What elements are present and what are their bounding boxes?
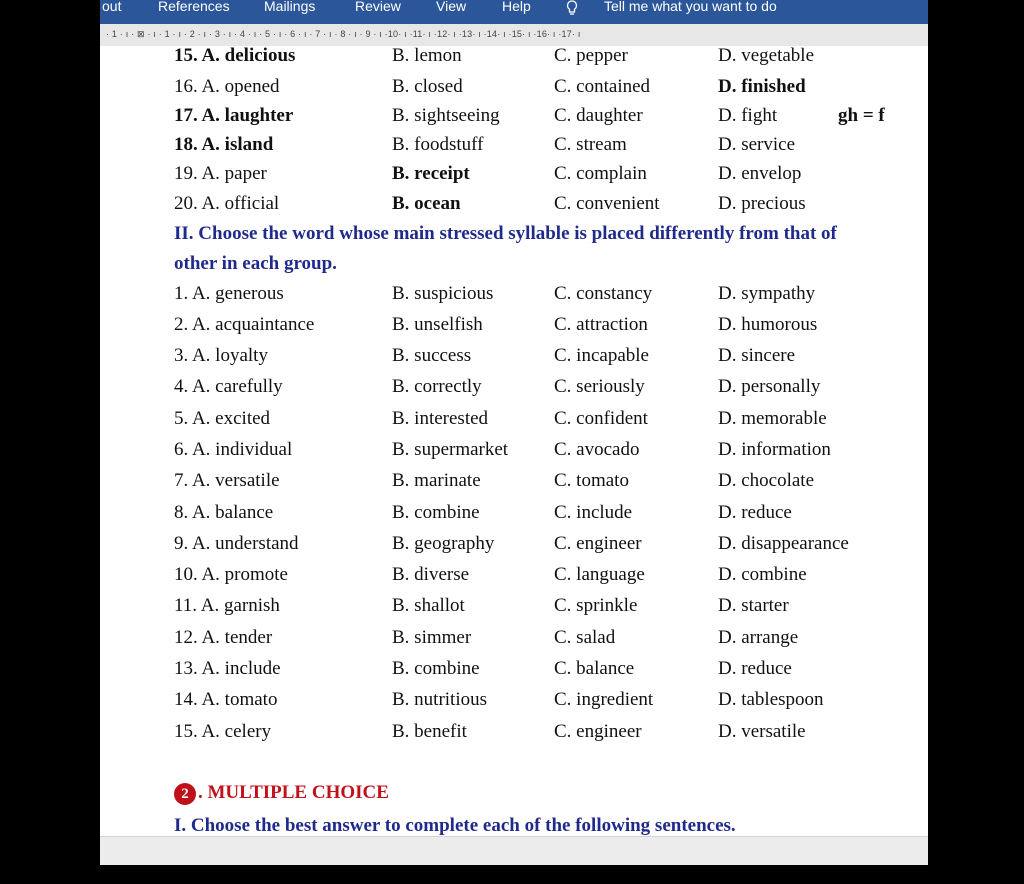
option-d: D. chocolate xyxy=(718,470,815,491)
option-d: D. reduce xyxy=(718,502,792,523)
option-c: C. stream xyxy=(554,134,627,155)
section-number-badge: 2 xyxy=(174,783,196,805)
question-row xyxy=(100,563,928,594)
option-c: C. balance xyxy=(554,658,635,679)
question-row xyxy=(100,657,928,688)
question-row xyxy=(100,720,928,751)
option-d: D. versatile xyxy=(718,721,806,742)
tab-references[interactable]: References xyxy=(158,0,230,14)
option-d: D. sympathy xyxy=(718,283,816,304)
option-b: B. correctly xyxy=(392,376,482,397)
option-a: 15. A. delicious xyxy=(174,46,296,66)
option-a: 14. A. tomato xyxy=(174,689,278,710)
question-row xyxy=(100,688,928,719)
option-b: B. simmer xyxy=(392,627,472,648)
option-b: B. diverse xyxy=(392,564,470,585)
option-c: C. seriously xyxy=(554,376,645,397)
question-row xyxy=(100,313,928,344)
option-b: B. benefit xyxy=(392,721,467,742)
option-b: B. foodstuff xyxy=(392,134,484,155)
document-page[interactable] xyxy=(100,46,928,836)
lightbulb-icon xyxy=(566,0,578,19)
option-a: 3. A. loyalty xyxy=(174,345,268,366)
option-c: C. sprinkle xyxy=(554,595,638,616)
question-row xyxy=(100,162,928,193)
section2-instruction: I. Choose the best answer to complete each of the following sentences. xyxy=(174,815,736,836)
option-d: D. envelop xyxy=(718,163,802,184)
ribbon-tabs-bar xyxy=(100,0,928,24)
option-c: C. ingredient xyxy=(554,689,654,710)
option-c: C. avocado xyxy=(554,439,640,460)
question-row xyxy=(100,133,928,164)
question-row xyxy=(100,75,928,106)
tab-layout[interactable]: out xyxy=(102,0,122,14)
option-c: C. tomato xyxy=(554,470,629,491)
question-row xyxy=(100,469,928,500)
question-row xyxy=(100,626,928,657)
option-c: C. contained xyxy=(554,76,651,97)
option-c: C. include xyxy=(554,502,633,523)
option-d: D. information xyxy=(718,439,831,460)
option-b: B. supermarket xyxy=(392,439,509,460)
option-d: D. finished xyxy=(718,76,806,97)
option-a: 8. A. balance xyxy=(174,502,274,523)
section-title: . MULTIPLE CHOICE xyxy=(198,782,389,803)
option-a: 15. A. celery xyxy=(174,721,272,742)
option-c: C. incapable xyxy=(554,345,649,366)
option-a: 7. A. versatile xyxy=(174,470,280,491)
option-a: 18. A. island xyxy=(174,134,274,155)
option-a: 1. A. generous xyxy=(174,283,284,304)
option-c: C. language xyxy=(554,564,645,585)
option-d: D. service xyxy=(718,134,796,155)
option-d: D. humorous xyxy=(718,314,818,335)
option-c: C. engineer xyxy=(554,721,642,742)
question-row xyxy=(100,282,928,313)
option-a: 5. A. excited xyxy=(174,408,271,429)
option-c: C. attraction xyxy=(554,314,648,335)
option-d: D. precious xyxy=(718,193,806,214)
option-b: B. geography xyxy=(392,533,495,554)
option-d: D. memorable xyxy=(718,408,827,429)
option-c: C. pepper xyxy=(554,46,628,66)
status-strip xyxy=(100,836,928,865)
option-b: B. combine xyxy=(392,658,480,679)
question-row xyxy=(100,46,928,75)
question-row xyxy=(100,192,928,223)
option-a: 17. A. laughter xyxy=(174,105,294,126)
option-a: 20. A. official xyxy=(174,193,280,214)
option-b: B. sightseeing xyxy=(392,105,500,126)
option-d: D. arrange xyxy=(718,627,799,648)
option-b: B. receipt xyxy=(392,163,470,184)
question-row xyxy=(100,501,928,532)
option-c: C. convenient xyxy=(554,193,660,214)
horizontal-ruler[interactable] xyxy=(100,24,928,47)
option-c: C. confident xyxy=(554,408,648,429)
option-a: 2. A. acquaintance xyxy=(174,314,315,335)
question-row xyxy=(100,532,928,563)
tab-mailings[interactable]: Mailings xyxy=(264,0,316,14)
option-a: 4. A. carefully xyxy=(174,376,283,397)
part2-heading-cont: other in each group. xyxy=(174,253,337,274)
option-b: B. unselfish xyxy=(392,314,483,335)
option-a: 10. A. promote xyxy=(174,564,288,585)
option-b: B. combine xyxy=(392,502,480,523)
option-d: D. sincere xyxy=(718,345,796,366)
option-d: D. combine xyxy=(718,564,807,585)
option-b: B. ocean xyxy=(392,193,461,214)
question-row xyxy=(100,104,928,135)
tell-me-search[interactable]: Tell me what you want to do xyxy=(604,0,777,14)
tab-review[interactable]: Review xyxy=(355,0,401,14)
option-b: B. marinate xyxy=(392,470,481,491)
tab-help[interactable]: Help xyxy=(502,0,531,14)
question-row xyxy=(100,344,928,375)
option-a: 9. A. understand xyxy=(174,533,299,554)
option-b: B. shallot xyxy=(392,595,465,616)
option-a: 11. A. garnish xyxy=(174,595,280,616)
option-d: D. starter xyxy=(718,595,789,616)
option-c: C. complain xyxy=(554,163,647,184)
option-d: D. tablespoon xyxy=(718,689,824,710)
question-row xyxy=(100,438,928,469)
option-c: C. constancy xyxy=(554,283,653,304)
tab-view[interactable]: View xyxy=(436,0,467,14)
option-d: D. reduce xyxy=(718,658,792,679)
option-c: C. engineer xyxy=(554,533,642,554)
option-a: 13. A. include xyxy=(174,658,281,679)
option-b: B. success xyxy=(392,345,472,366)
handwritten-note: gh = f xyxy=(838,105,885,126)
option-b: B. closed xyxy=(392,76,463,97)
ruler-scale: · 1 · ı · ⊠ · ı · 1 · ı · 2 · ı · 3 · ı · 4 · ı · 5 · ı · 6 · ı · 7 · ı · 8 · ı · 9 · ı ·10· ı ·11· ı ·12· ı ·13· ı ·14· ı ·15· ı ·16· ı ·17· ı xyxy=(106,29,581,39)
option-d: D. vegetable xyxy=(718,46,815,66)
option-d: D. disappearance xyxy=(718,533,849,554)
option-a: 16. A. opened xyxy=(174,76,280,97)
option-b: B. nutritious xyxy=(392,689,488,710)
part2-heading: II. Choose the word whose main stressed syllable is placed differently from that of xyxy=(174,223,837,244)
option-b: B. suspicious xyxy=(392,283,494,304)
option-b: B. lemon xyxy=(392,46,462,66)
question-row xyxy=(100,407,928,438)
option-a: 6. A. individual xyxy=(174,439,293,460)
option-c: C. daughter xyxy=(554,105,643,126)
option-c: C. salad xyxy=(554,627,616,648)
option-a: 12. A. tender xyxy=(174,627,273,648)
option-d: D. fight xyxy=(718,105,778,126)
option-d: D. personally xyxy=(718,376,821,397)
section-heading xyxy=(174,782,389,805)
question-row xyxy=(100,594,928,625)
question-row xyxy=(100,375,928,406)
option-b: B. interested xyxy=(392,408,489,429)
option-a: 19. A. paper xyxy=(174,163,267,184)
